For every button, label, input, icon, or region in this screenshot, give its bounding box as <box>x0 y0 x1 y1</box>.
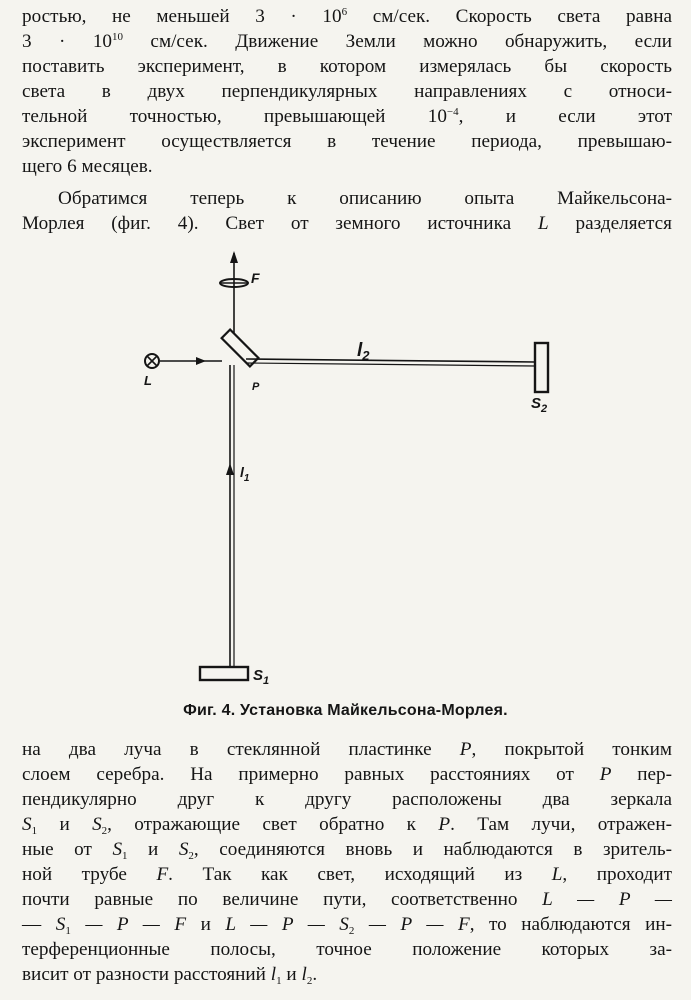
beam-splitter-plate <box>222 330 259 367</box>
arm-l2-beam <box>246 359 535 362</box>
text-line: терференционные полосы, точное положение которых за- <box>22 939 672 960</box>
text-line: света в двух перпендикулярных направлениях с относи- <box>22 81 672 102</box>
text-line: Морлея (фиг. 4). Свет от земного источника L разделяется <box>22 213 673 234</box>
figure-caption: Фиг. 4. Установка Майкельсона-Морлея. <box>183 702 508 719</box>
text-line: — $S_1$ — P — F и L — P — $S_2$ — P — F, то наблюдаются ин- <box>22 914 673 937</box>
arrow-up-icon <box>230 251 238 263</box>
arrow-right-icon <box>196 357 206 365</box>
text-line: почти равные по величине пути, соответственно L — P — <box>22 889 672 910</box>
michelson-morley-diagram <box>120 245 580 695</box>
text-line: ростью, не меньшей $3 \cdot 10^6$ см/сек. Скорость света равна <box>22 6 672 27</box>
paragraph-2 <box>22 186 672 236</box>
text-line: ные от $S_1$ и $S_2$, соединяются вновь и наблюдаются в зритель- <box>22 839 673 862</box>
label-P: P <box>252 381 260 393</box>
text-line: слоем серебра. На примерно равных расстояниях от P пер- <box>22 764 672 785</box>
text-line: поставить эксперимент, в котором измерялась бы скорость <box>22 56 672 77</box>
mirror-S2 <box>535 343 548 392</box>
text-line: щего 6 месяцев. <box>22 156 153 177</box>
text-line: Обратимся теперь к описанию опыта Майкельсона- <box>58 188 672 209</box>
paragraph-1 <box>22 4 672 179</box>
text-line: ной трубе F. Так как свет, исходящий из L, проходит <box>22 864 673 885</box>
label-L: L <box>144 373 152 388</box>
text-line: $3 \cdot 10^{10}$ см/сек. Движение Земли можно обнаружить, если <box>22 31 673 52</box>
label-l1: $l_1$ <box>240 464 250 484</box>
label-S2: $S_2$ <box>531 395 548 415</box>
arm-l2-beam-return <box>246 363 535 366</box>
text-line: пендикулярно друг к другу расположены два зеркала <box>22 789 672 810</box>
paragraph-3 <box>22 737 672 987</box>
text-line: $S_1$ и $S_2$, отражающие свет обратно к P. Там лучи, отражен- <box>22 814 672 837</box>
arrow-up-icon <box>226 463 234 475</box>
text-line: висит от разности расстояний $l_1$ и $l_2$. <box>22 964 318 987</box>
mirror-S1 <box>200 667 248 680</box>
text-line: эксперимент осуществляется в течение периода, превышаю- <box>22 131 672 152</box>
label-l2: $l_2$ <box>357 340 370 363</box>
label-S1: $S_1$ <box>253 667 270 687</box>
label-F: F <box>251 270 260 286</box>
text-line: тельной точностью, превышающей $10^{-4}$, и если этот <box>22 106 673 127</box>
text-line: на два луча в стеклянной пластинке P, покрытой тонким <box>22 739 672 760</box>
